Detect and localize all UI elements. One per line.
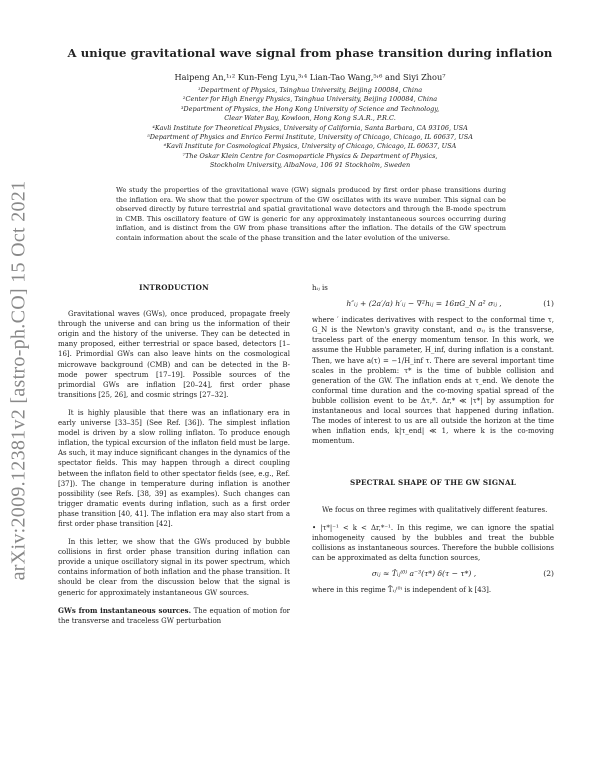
equation-1 xyxy=(312,299,554,309)
section-heading-spectral-shape: SPECTRAL SHAPE OF THE GW SIGNAL xyxy=(350,478,516,488)
paragraph: In this letter, we show that the GWs produced by bubble collisions in first order phase transition during inflation can provide a unique oscillatory signal in its power spectrum, which contains information of both inflation and the phase transition. It should be clear from the discussion below that the signal is generic for approximately instantaneous GW sources. xyxy=(58,538,290,597)
arxiv-id-text: arXiv:2009.12381v2 [astro-ph.CO] 15 Oct 2021 xyxy=(7,180,30,580)
affiliation-line: ³Department of Physics, the Hong Kong University of Science and Technology, xyxy=(180,104,440,113)
arxiv-identifier xyxy=(4,160,34,600)
paragraph: where ′ indicates derivatives with respect to the conformal time τ, G_N is the Newton's gravity constant, and σᵢⱼ is the transverse, traceless part of the energy momentum tensor. In this work, we assume the Hubble parameter, H_inf, during inflation is a constant. Then, we have a(τ) = −1/H_inf τ. There are several important time scales in the problem: τ* is the time of bubble collision and generation of the GW. The inflation ends at τ_end. We denote the conformal time duration and the co-moving spatial spread of the bubble collision event to be Δτ,*. Δr,* ≪ |τ*| by assumption for instantaneous and local sources that happened during inflation. The modes of interest to us are all outside the horizon at the time when inflation ends, k|τ_end| ≪ 1, where k is the co-moving momentum. xyxy=(312,316,554,446)
paper-title: A unique gravitational wave signal from phase transition during inflation xyxy=(67,46,553,60)
affiliation-line: ⁶Kavli Institute for Cosmological Physics, University of Chicago, Chicago, IL 60637, USA xyxy=(163,142,457,151)
paragraph: We focus on three regimes with qualitatively different features. xyxy=(322,505,548,514)
affiliation-line: ⁷The Oskar Klein Centre for Cosmoparticle Physics & Department of Physics, xyxy=(182,151,438,160)
paragraph: Gravitational waves (GWs), once produced, propagate freely through the universe and can bring us the information of their origin and the history of the universe. They can be detected in many proposed, either terrestrial or space based, detectors [1–16]. Primordial GWs can also leave hints on the cosmological microwave background (CMB) and can be detected in the B-mode power spectrum [17–19]. Possible sources of the primordial GWs are inflation [20–24], first order phase transitions [25, 26], and cosmic strings [27–32]. xyxy=(58,310,290,399)
affiliations xyxy=(60,86,560,171)
equation-2 xyxy=(312,569,554,579)
left-column xyxy=(58,283,290,626)
right-column xyxy=(312,283,554,595)
paragraph-lead: hᵢⱼ is xyxy=(312,284,328,292)
affiliation-line: ⁵Department of Physics and Enrico Fermi Institute, University of Chicago, Chicago, IL 60637, USA xyxy=(147,133,473,142)
run-in-heading: GWs from instantaneous sources. xyxy=(58,605,192,615)
paragraph xyxy=(58,606,290,626)
equation-number: (1) xyxy=(543,299,554,309)
equation-number: (2) xyxy=(543,568,554,578)
equation-body: h″ᵢⱼ + (2a′/a) h′ᵢⱼ − ∇²hᵢⱼ = 16πG_N a² σᵢⱼ , xyxy=(346,299,502,309)
paragraph: • |τ*|⁻¹ < k < Δr,*⁻¹. In this regime, we can ignore the spatial inhomogeneity caused by the bubbles and treat the bubble collisions as instantaneous sources. Therefore the bubble collisions can be approximated as delta function sources, xyxy=(312,523,554,562)
affiliation-line: Stockholm University, AlbaNova, 106 91 Stockholm, Sweden xyxy=(209,161,411,170)
paragraph: It is highly plausible that there was an inflationary era in early universe [33–35] (See Ref. [36]). The simplest inflation model is driven by a slow rolling inflaton. To produce enough inflation, the typical excursion of the inflaton field must be large. As such, it may induce significant changes in the dynamics of the spectator fields. This may happen through a direct coupling between the inflaton field to other spectator fields (see, e.g., Ref. [37]). The change in temperature during inflation is another possibility (see Refs. [38, 39] as examples). Such changes can trigger dramatic events during inflation, such as a first order phase transition [40, 41]. The inflation era may also start from a first order phase transition [42]. xyxy=(58,408,290,528)
paragraph-text: The equation of motion for the transverse and traceless GW perturbation xyxy=(58,606,291,625)
affiliation-line: Clear Water Bay, Kowloon, Hong Kong S.A.R., P.R.C. xyxy=(224,114,396,123)
section-heading-introduction: INTRODUCTION xyxy=(139,283,209,292)
affiliation-line: ²Center for High Energy Physics, Tsinghua University, Beijing 100084, China xyxy=(182,95,438,104)
abstract: We study the properties of the gravitational wave (GW) signals produced by first order phase transitions during the inflation era. We show that the power spectrum of the GW oscillates with its wave number. This signal can be observed directly by future terrestrial and spatial gravitational wave detectors and through the B-mode spectrum in CMB. This oscillatory feature of GW is generic for any approximately instantaneous sources occurring during inflation, and is distinct from the GW from phase transitions after the inflation. The details of the GW spectrum contain information about the scale of the phase transition and the later evolution of the universe. xyxy=(116,186,506,242)
author-list: Haipeng An,¹˒² Kun-Feng Lyu,³˒⁴ Lian-Tao Wang,⁵˒⁶ and Siyi Zhou⁷ xyxy=(174,72,446,82)
paragraph: where in this regime T̂ᵢⱼ⁽⁰⁾ is independent of k [43]. xyxy=(312,586,492,595)
equation-body: σᵢⱼ ≈ T̂ᵢⱼ⁽⁰⁾ a⁻³(τ*) δ(τ − τ*) , xyxy=(371,568,477,578)
affiliation-line: ⁴Kavli Institute for Theoretical Physics, University of California, Santa Barbara, CA 93106, USA xyxy=(152,123,468,132)
affiliation-line: ¹Department of Physics, Tsinghua University, Beijing 100084, China xyxy=(197,86,423,94)
